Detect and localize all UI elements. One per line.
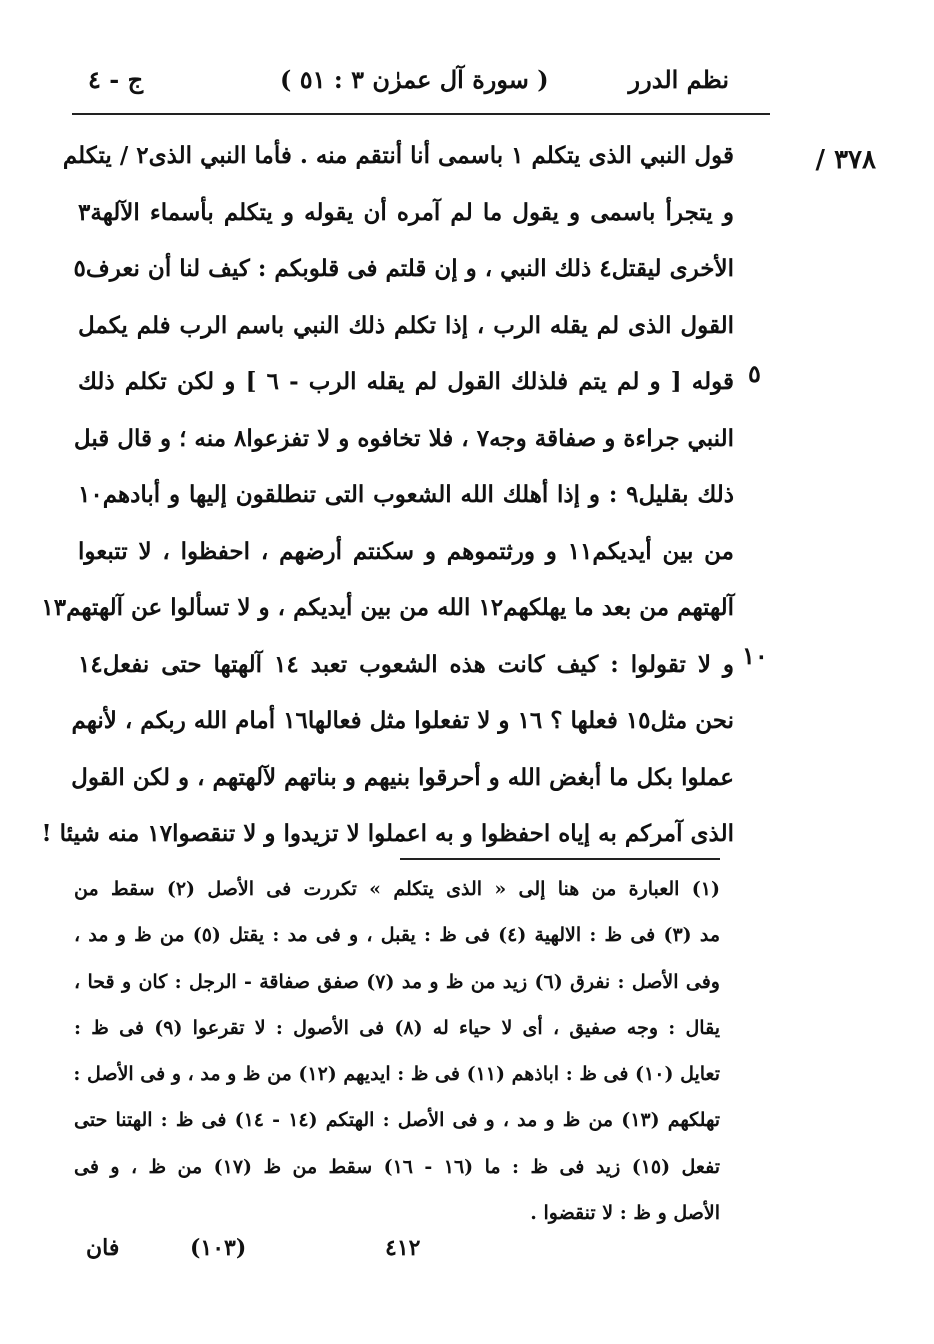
footnote-line: تفعل (١٥) زيد فى ظ : ما (١٦ - ١٦) سقط من ظ (١٧) من ظ ، و فى (74, 1155, 720, 1178)
footnote-line: (١) العبارة من هنا إلى « الذى يتكلم » تكررت فى الأصل (٢) سقط من (74, 878, 720, 900)
text-line: من بين أيديكم١١ و ورثتموهم و سكنتم أرضهم ، احفظوا ، لا تتبعوا (78, 537, 734, 565)
line-number-10: ١٠ (742, 641, 768, 670)
footnote-line: يقال : وجه صفيق ، أى لا حياء له (٨) فى الأصول : لا تقرعوا (٩) فى ظ : (74, 1016, 720, 1039)
running-head-volume: ج - ٤ (88, 65, 144, 94)
running-head-book-title: نظم الدرر (628, 65, 729, 94)
line-number-5: ٥ (748, 359, 761, 388)
text-line: الذى آمركم به إياه احفظوا و به اعملوا لا تزيدوا و لا تنقصوا١٧ منه شيئا ! (41, 820, 734, 847)
footnote-line: تهلكهم (١٣) من ظ و مد ، و فى الأصل : الهتكم (١٤ - ١٤) فى ظ : الهتنا حتى (74, 1109, 720, 1132)
text-line: و يتجرأ باسمى و يقول ما لم آمره أن يقوله و يتكلم بأسماء الآلهة٣ (78, 198, 734, 226)
main-text-block (41, 128, 734, 863)
footnote-line: وفى الأصل : نفرق (٦) زيد من ظ و مد (٧) صفق صفاقة - الرجل : كان و قحا ، (74, 970, 720, 993)
footnote-line: مد (٣) فى ظ : الالهية (٤) فى ظ : يقبل ، و فى مد : يقتل (٥) من ظ و مد ، (74, 924, 721, 947)
text-line: القول الذى لم يقله الرب ، إذا تكلم ذلك النبي باسم الرب فلم يكمل (78, 311, 734, 339)
margin-page-marker: ٣٧٨ / (815, 145, 876, 175)
text-line: قوله [ و لم يتم فلذلك القول لم يقله الرب - ٦ ] و لكن تكلم ذلك (78, 368, 734, 395)
footnote-rule (400, 858, 720, 860)
text-line: النبي جراءة و صفاقة وجه٧ ، فلا تخافوه و لا تفزعوا٨ منه ؛ و قال قبل (73, 424, 734, 452)
sequence-number: (١٠٣) (190, 1235, 247, 1261)
text-line: ذلك بقليل٩ : و إذا أهلك الله الشعوب التى تنطلقون إليها و أبادهم١٠ (78, 481, 734, 508)
catchword: فان (86, 1235, 120, 1261)
text-line: و لا تقولوا : كيف كانت هذه الشعوب تعبد ١٤ آلهتها حتى نفعل١٤ (78, 650, 734, 678)
text-line: قول النبي الذى يتكلم ١ باسمى أنا أنتقم منه . فأما النبي الذى٢ / يتكلم (62, 142, 734, 169)
header-rule (72, 113, 770, 115)
text-line: آلهتهم من بعد ما يهلكهم١٢ الله من بين أيديكم ، و لا تسألوا عن آلهتهم١٣ (41, 594, 734, 621)
page-number: ٤١٢ (385, 1235, 421, 1261)
footnote-line: الأصل و ظ : لا تنقضوا . (530, 1202, 720, 1225)
footnote-line: تعايل (١٠) فى ظ : اباذهم (١١) فى ظ : ايديهم (١٢) من ظ و مد ، و فى الأصل : (73, 1063, 720, 1086)
text-line: الأخرى ليقتل٤ ذلك النبي ، و إن قلتم فى قلوبكم : كيف لنا أن نعرف٥ (73, 255, 734, 282)
text-line: نحن مثل١٥ فعلها ؟ ١٦ و لا تفعلوا مثل فعالها١٦ أمام الله ربكم ، لأنهم (71, 707, 734, 734)
footnotes-block (74, 866, 720, 1236)
text-line: عملوا بكل ما أبغض الله و أحرقوا بنيهم و بناتهم لآلهتهم ، و لكن القول (71, 763, 734, 791)
running-head-surah: ( سورة آل عمرٰن ٣ : ٥١ ) (280, 65, 549, 94)
